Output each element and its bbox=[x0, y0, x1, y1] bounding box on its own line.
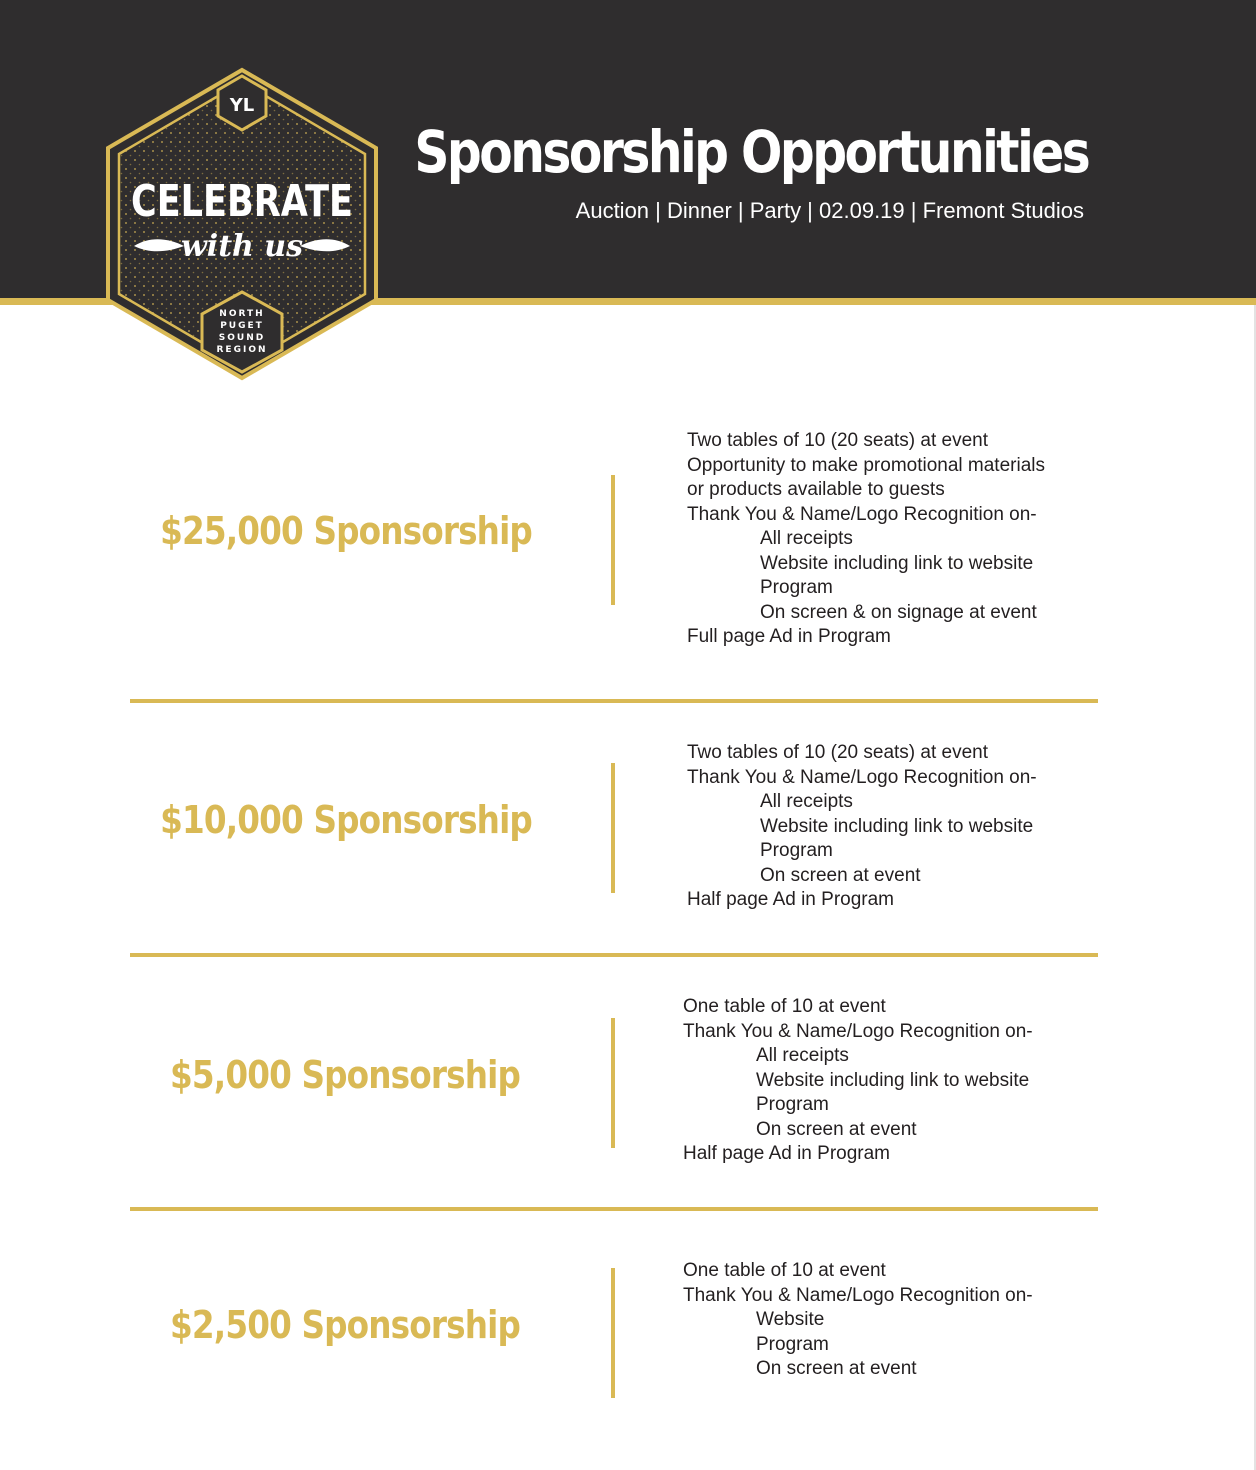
section-divider bbox=[130, 953, 1098, 957]
tier-25000 bbox=[130, 420, 1098, 660]
benefit-subitem: On screen & on signage at event bbox=[760, 601, 1037, 623]
benefit-subitem: All receipts bbox=[756, 1045, 849, 1066]
event-subtitle: Auction | Dinner | Party | 02.09.19 | Fremont Studios bbox=[575, 198, 1084, 223]
benefit-subitem: On screen at event bbox=[760, 864, 921, 886]
benefit-item: Thank You & Name/Logo Recognition on- bbox=[687, 766, 1037, 788]
benefit-subitem: All receipts bbox=[760, 791, 853, 812]
tier-bar bbox=[611, 763, 615, 893]
benefit-subitem: Program bbox=[760, 577, 833, 598]
tier-name: $2,500 Sponsorship bbox=[170, 1303, 520, 1347]
benefit-list bbox=[683, 995, 1033, 1167]
tier-5000 bbox=[130, 995, 1098, 1195]
benefit-item: Full page Ad in Program bbox=[687, 626, 891, 647]
tier-bar bbox=[611, 1268, 615, 1398]
benefit-item: or products available to guests bbox=[687, 479, 945, 500]
tier-10000 bbox=[130, 740, 1098, 940]
benefit-item: Half page Ad in Program bbox=[683, 1143, 891, 1164]
celebrate-logo-badge bbox=[106, 68, 378, 380]
region-line-3: SOUND bbox=[218, 333, 266, 343]
benefit-list bbox=[687, 741, 1037, 913]
tier-2500 bbox=[130, 1258, 1098, 1418]
benefit-item: One table of 10 at event bbox=[683, 1260, 886, 1281]
section-divider bbox=[130, 699, 1098, 703]
benefit-subitem: Website including link to website bbox=[760, 815, 1034, 837]
benefit-subitem: Website bbox=[756, 1309, 825, 1330]
page-title: Sponsorship Opportunities bbox=[414, 118, 1088, 186]
benefit-item: Thank You & Name/Logo Recognition on- bbox=[683, 1020, 1033, 1042]
benefit-subitem: Program bbox=[756, 1094, 829, 1115]
logo-headline: CELEBRATE bbox=[131, 176, 353, 227]
section-divider bbox=[130, 1207, 1098, 1211]
region-line-2: PUGET bbox=[220, 321, 264, 331]
benefit-item: Half page Ad in Program bbox=[687, 889, 895, 910]
benefit-subitem: Program bbox=[760, 840, 833, 861]
benefit-item: Thank You & Name/Logo Recognition on- bbox=[683, 1284, 1033, 1306]
region-line-1: NORTH bbox=[219, 309, 265, 319]
benefit-item: Thank You & Name/Logo Recognition on- bbox=[687, 503, 1037, 525]
benefit-subitem: Website including link to website bbox=[760, 552, 1034, 574]
benefit-subitem: On screen at event bbox=[756, 1118, 917, 1140]
tier-bar bbox=[611, 1018, 615, 1148]
tier-name: $5,000 Sponsorship bbox=[170, 1053, 520, 1097]
tier-bar bbox=[611, 475, 615, 605]
region-line-4: REGION bbox=[216, 345, 268, 355]
benefit-item: Two tables of 10 (20 seats) at event bbox=[687, 430, 989, 451]
benefit-item: Two tables of 10 (20 seats) at event bbox=[687, 742, 989, 763]
benefit-subitem: Program bbox=[756, 1333, 829, 1355]
tier-name: $25,000 Sponsorship bbox=[160, 509, 532, 553]
benefit-list bbox=[683, 1259, 1033, 1382]
benefit-subitem: Website including link to website bbox=[756, 1069, 1030, 1091]
benefit-item: Opportunity to make promotional materials bbox=[687, 454, 1045, 476]
benefit-list bbox=[687, 429, 1045, 650]
benefit-subitem: On screen at event bbox=[756, 1358, 917, 1379]
benefit-subitem: All receipts bbox=[760, 528, 853, 549]
logo-script: with us bbox=[180, 229, 304, 264]
tier-name: $10,000 Sponsorship bbox=[160, 798, 532, 842]
logo-monogram: YL bbox=[229, 95, 255, 116]
benefit-item: One table of 10 at event bbox=[683, 996, 886, 1017]
